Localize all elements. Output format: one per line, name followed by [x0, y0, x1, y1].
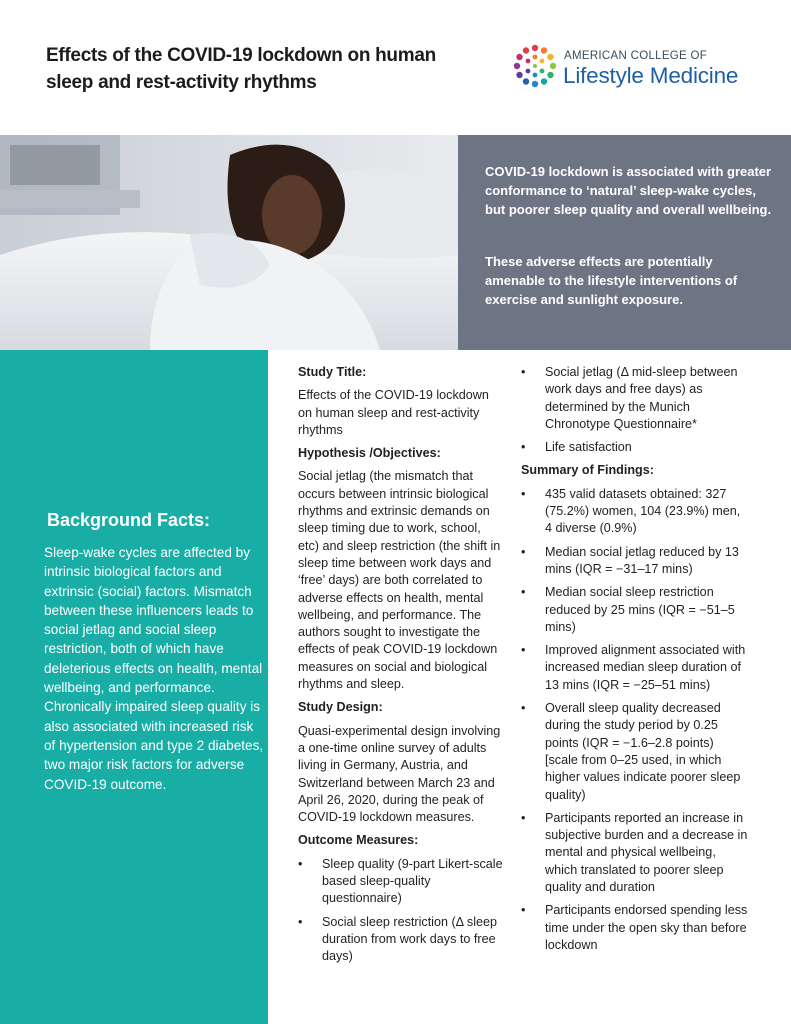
list-item: • Social sleep restriction (Δ sleep duration from work days to free days) — [298, 914, 504, 966]
list-item: • Social jetlag (Δ mid-sleep between work days and free days) as determined by the Munich Chronotype Questionnaire* — [521, 364, 749, 433]
hypothesis-text: Social jetlag (the mismatch that occurs between intrinsic biological rhythms and extrinsic demands on sleep timing due to work, school, etc) and sleep restriction (the shift in sleep time between work days and ‘free’ days) are both correlated to adverse effects on health, mental wellbeing, and performance. The authors sought to investigate the effects of peak COVID-19 lockdown measures on social and biological rhythms and sleep. — [298, 469, 501, 692]
list-item: • Median social sleep restriction reduced by 25 mins (IQR = −51–5 mins) — [521, 584, 749, 636]
findings-label: Summary of Findings: — [521, 463, 654, 478]
list-item: • Participants reported an increase in subjective burden and a decrease in mental and physical wellbeing, which translated to poorer sleep quality and duration — [521, 810, 749, 896]
outcomes-label: Outcome Measures: — [298, 833, 419, 848]
design-text: Quasi-experimental design involving a one-time online survey of adults living in Germany, Austria, and Switzerland between March 23 and April 26, 2020, during the peak of COVID-19 lockdown measures. — [298, 723, 501, 825]
study-title: Effects of the COVID-19 lockdown on human sleep and rest-activity rhythms — [298, 388, 489, 437]
outcomes-list — [298, 856, 504, 966]
list-item: • Median social jetlag reduced by 13 mins (IQR = −31–17 mins) — [521, 544, 749, 579]
study-title-label: Study Title: — [298, 365, 367, 379]
dot-circle-logo-icon — [512, 44, 558, 90]
sleeping-woman-image — [0, 135, 458, 350]
logo-line-1: AMERICAN COLLEGE OF — [564, 50, 708, 62]
hypothesis-label: Hypothesis /Objectives: — [298, 446, 441, 461]
background-text: Sleep-wake cycles are affected by intrinsic biological factors and extrinsic (social) factors. Mismatch between these influencers leads to social jetlag and social sleep restriction, both of which have deleterious effects on health, mental wellbeing, and performance. Chronically impaired sleep quality is also associated with increased risk of hypertension and type 2 diabetes, two major risk factors for adverse COVID-19 outcome. — [44, 545, 264, 792]
document-title: Effects of the COVID-19 lockdown on human sleep and rest-activity rhythms — [46, 45, 436, 93]
list-item: • 435 valid datasets obtained: 327 (75.2%) women, 104 (23.9%) men, 4 diverse (0.9%) — [521, 486, 749, 538]
hero-photo — [0, 135, 458, 350]
findings-list — [521, 486, 749, 954]
study-column-2 — [521, 364, 749, 960]
design-label: Study Design: — [298, 700, 383, 715]
list-item: • Participants endorsed spending less time under the open sky than before lockdown — [521, 902, 749, 954]
list-item: • Overall sleep quality decreased during the study period by 0.25 points (IQR = −1.6–2.8 points) [scale from 0–25 used, in which higher values indicate poorer sleep quality) — [521, 700, 749, 804]
acl-logo — [512, 44, 772, 94]
list-item: • Improved alignment associated with increased median sleep duration of 13 mins (IQR = −25–51 mins) — [521, 642, 749, 694]
background-heading: Background Facts: — [47, 510, 211, 530]
outcomes-list-continued — [521, 364, 749, 456]
key-takeaways-panel — [458, 135, 791, 350]
logo-line-2: Lifestyle Medicine — [563, 63, 739, 88]
list-item: • Life satisfaction — [521, 439, 749, 456]
study-column-1 — [298, 364, 504, 972]
list-item: • Sleep quality (9-part Likert-scale based sleep-quality questionnaire) — [298, 856, 504, 908]
takeaway-1: COVID-19 lockdown is associated with greater conformance to ‘natural’ sleep-wake cycles, but poorer sleep quality and overall wellbeing. — [485, 164, 772, 217]
takeaway-2: These adverse effects are potentially amenable to the lifestyle interventions of exercise and sunlight exposure. — [485, 254, 738, 307]
